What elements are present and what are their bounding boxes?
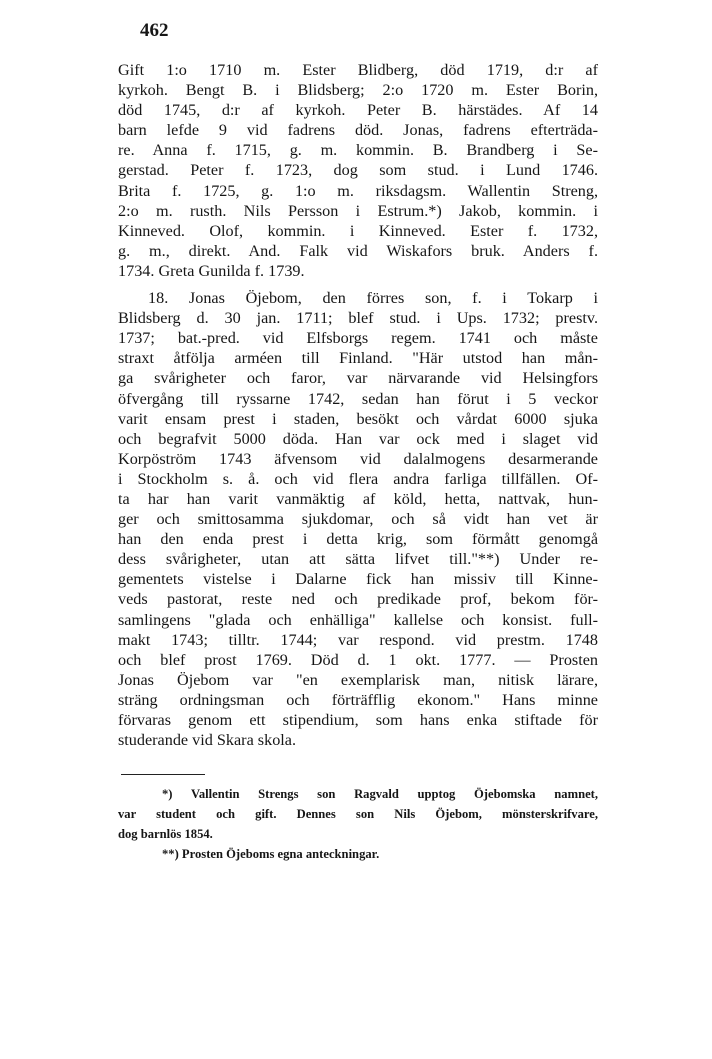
text-line: re. Anna f. 1715, g. m. kommin. B. Brandberg i Se- (118, 141, 598, 160)
text-line: gementets vistelse i Dalarne fick han missiv till Kinne- (118, 570, 598, 589)
text-line: öfvergång till ryssarne 1742, sedan han förut i 5 veckor (118, 389, 598, 408)
text-line: makt 1743; tilltr. 1744; var respond. vid prestm. 1748 (118, 630, 598, 649)
text-line: ga svårigheter och faror, var närvarande vid Helsingfors (118, 369, 598, 388)
footnote-single-asterisk (118, 784, 598, 844)
text-line: död 1745, d:r af kyrkoh. Peter B. härstädes. Af 14 (118, 101, 598, 120)
text-line: Jonas Öjebom var "en exemplarisk man, nitisk lärare, (118, 670, 598, 689)
paragraph-entry-18 (118, 288, 598, 750)
text-line: ta har han varit vanmäktig af köld, hetta, nattvak, hun- (118, 489, 598, 508)
text-line: studerande vid Skara skola. (118, 731, 297, 750)
text-line: dess svårigheter, utan att sätta lifvet till."**) Under re- (118, 550, 598, 569)
footnote-line: var student och gift. Dennes son Nils Öjebom, mönsterskrifvare, (118, 807, 598, 821)
footnote-line: *) Vallentin Strengs son Ragvald upptog Öjebomska namnet, (162, 787, 598, 801)
text-line: och blef prost 1769. Död d. 1 okt. 1777. — Prosten (118, 650, 598, 669)
text-line: veds pastorat, reste ned och predikade prof, bekom för- (118, 590, 598, 609)
text-line: g. m., direkt. And. Falk vid Wiskafors bruk. Anders f. (118, 241, 598, 260)
text-line: förvaras genom ett stipendium, som hans enka stiftade för (118, 711, 598, 729)
text-line: 1734. Greta Gunilda f. 1739. (118, 261, 305, 280)
text-line: i Stockholm s. å. och vid flera andra farliga tillfällen. Of- (118, 469, 598, 488)
text-line: gerstad. Peter f. 1723, dog som stud. i Lund 1746. (118, 161, 598, 180)
text-line: straxt åtfölja arméen till Finland. "Här utstod han mån- (118, 349, 598, 368)
footnote-separator (121, 774, 205, 775)
text-line: varit ensam prest i staden, besökt och vårdat 6000 sjuka (118, 409, 598, 428)
text-line: kyrkoh. Bengt B. i Blidsberg; 2:o 1720 m. Ester Borin, (118, 81, 598, 100)
footnote-double-asterisk (118, 844, 598, 864)
paragraph-gap (118, 281, 598, 288)
text-line: Gift 1:o 1710 m. Ester Blidberg, död 1719, d:r af (118, 61, 598, 79)
text-line: barn lefde 9 vid fadrens död. Jonas, fadrens efterträda- (118, 121, 598, 140)
footnote-line: **) Prosten Öjeboms egna anteckningar. (162, 847, 380, 861)
page-number: 462 (140, 20, 169, 41)
text-line: Korpöström 1743 äfvensom vid dalalmogens desarmerande (118, 449, 598, 468)
text-line: samlingens "glada och enhälliga" kallelse och konsist. full- (118, 610, 598, 629)
text-line: Kinneved. Olof, kommin. i Kinneved. Ester f. 1732, (118, 221, 598, 240)
text-line: han den enda prest i detta krig, som förmått genomgå (118, 530, 598, 549)
footnote-line: dog barnlös 1854. (118, 827, 213, 841)
main-text (118, 60, 598, 750)
text-line: 2:o m. rusth. Nils Persson i Estrum.*) Jakob, kommin. i (118, 201, 598, 220)
text-line: 1737; bat.-pred. vid Elfsborgs regem. 1741 och måste (118, 329, 598, 348)
text-line: 18. Jonas Öjebom, den förres son, f. i Tokarp i (148, 289, 598, 308)
text-line: Brita f. 1725, g. 1:o m. riksdagsm. Wallentin Streng, (118, 181, 598, 200)
text-line: sträng ordningsman och förträfflig ekonom." Hans minne (118, 690, 598, 709)
text-line: och begrafvit 5000 döda. Han var ock med i slaget vid (118, 429, 598, 448)
paragraph-family-entry (118, 60, 598, 281)
text-line: Blidsberg d. 30 jan. 1711; blef stud. i Ups. 1732; prestv. (118, 309, 598, 328)
text-line: ger och smittosamma sjukdomar, och så vidt han vet är (118, 510, 598, 529)
footnotes (118, 784, 598, 864)
